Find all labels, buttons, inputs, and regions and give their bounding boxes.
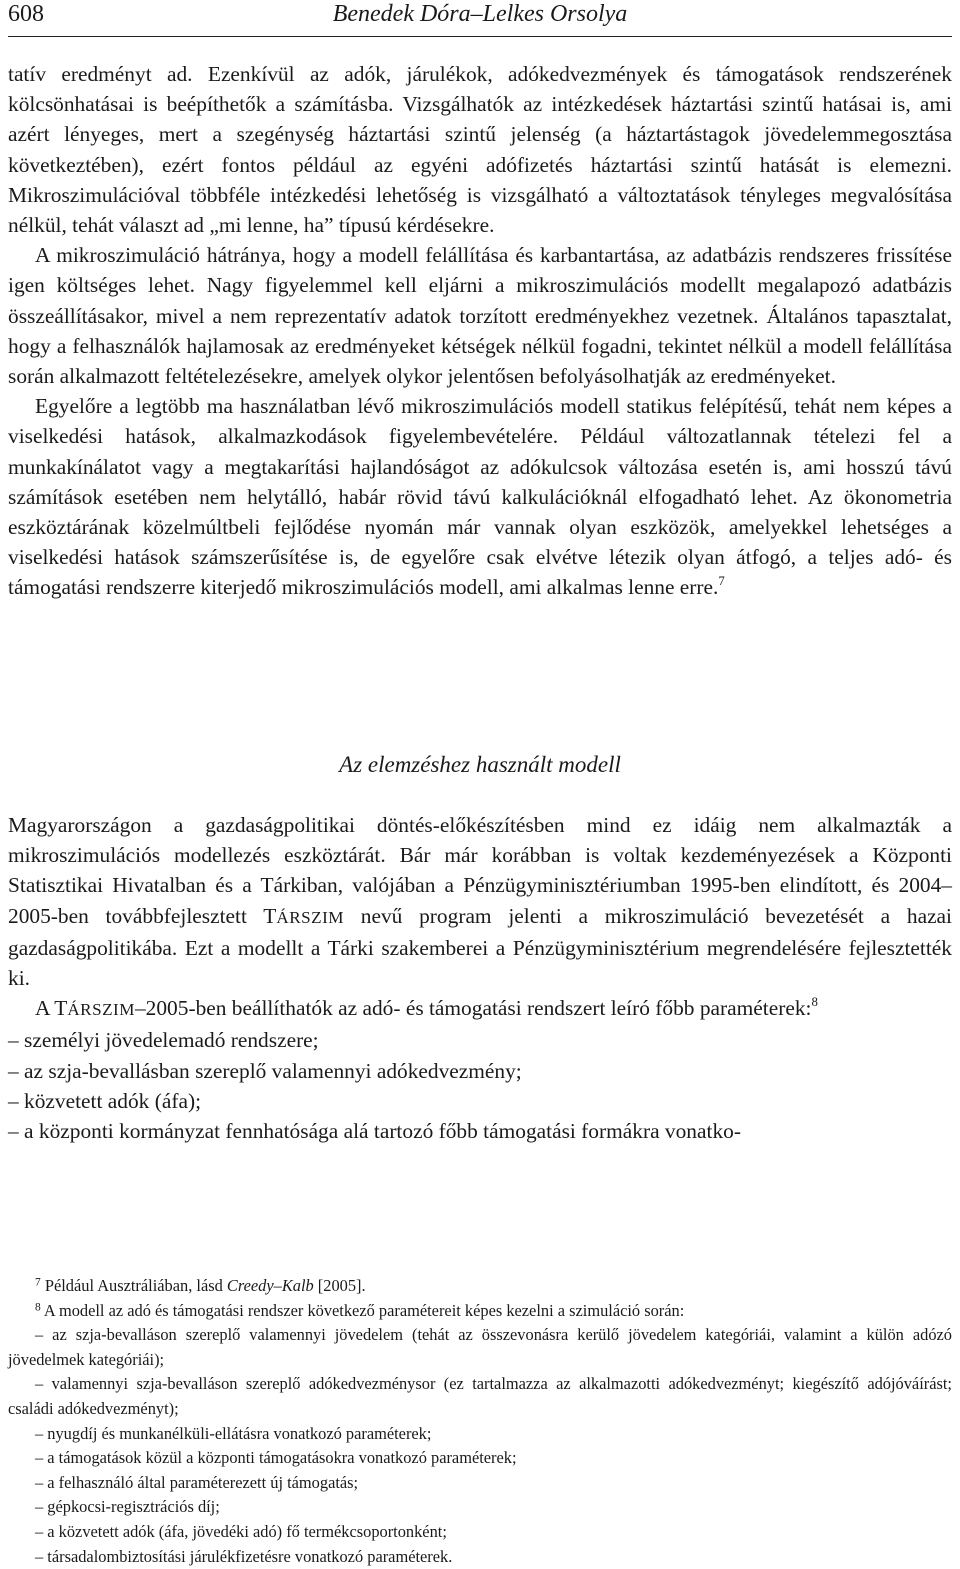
paragraph-4 <box>8 810 952 993</box>
footnote-8-item: – a felhasználó által paraméterezett új támogatás; <box>35 1472 359 1492</box>
paragraph-2: A mikroszimuláció hátránya, hogy a modell felállítása és karbantartása, az adatbázis rendszeres frissítése igen költséges lehet. Nagy figyelemmel kell eljárni a mikroszimulációs modellt megalapozó adatbázis összeállításakor, mivel a nem reprezentatív adatok torzított eredményekhez vezetnek. Általános tapasztalat, hogy a felhasználók hajlamosak az eredményeket kétségek nélkül fogadni, tekintet nélkül a modell felállítása során alkalmazott feltételezésekre, amelyek olykor jelentősen befolyásolhatják az eredményeket. <box>8 243 952 389</box>
list-item: – a központi kormányzat fennhatósága alá tartozó főbb támogatási formákra vonatko- <box>8 1119 741 1144</box>
footnote-7-citation: Creedy–Kalb <box>226 1276 314 1295</box>
section-body <box>8 810 952 1146</box>
footnote-8-item: – gépkocsi-regisztrációs díj; <box>35 1497 220 1517</box>
tarszim-name-2: TÁRSZIM <box>54 996 135 1021</box>
footnote-8-number: 8 <box>35 1300 41 1313</box>
running-title: Benedek Dóra–Lelkes Orsolya <box>332 1 628 27</box>
paragraph-5-text-a: A <box>35 996 55 1021</box>
list-item: – közvetett adók (áfa); <box>8 1088 202 1113</box>
tarszim-name: TÁRSZIM <box>263 903 345 928</box>
list-item: – személyi jövedelemadó rendszere; <box>8 1028 319 1053</box>
header-rule <box>8 36 952 37</box>
footnote-8-item: – társadalombiztosítási járulékfizetésre vonatkozó paraméterek. <box>35 1546 453 1566</box>
footnote-ref-7[interactable]: 7 <box>718 574 725 589</box>
footnote-ref-8[interactable]: 8 <box>811 995 818 1010</box>
page-number: 608 <box>8 1 44 27</box>
paragraph-5 <box>8 993 952 1025</box>
list-item: – az szja-bevallásban szereplő valamennyi adókedvezmény; <box>8 1058 522 1083</box>
footnote-8-item: – a közvetett adók (áfa, jövedéki adó) fő termékcsoportonként; <box>35 1521 447 1541</box>
footnote-8-item: – az szja-bevalláson szereplő valamennyi jövedelem (tehát az összevonásra kerülő jövedelem kategóriái, valamint a külön adózó jövedelmek kategóriái); <box>8 1325 952 1369</box>
footnote-8-item: – a támogatások közül a központi támogatásokra vonatkozó paraméterek; <box>35 1448 517 1468</box>
paragraph-5-text-b: –2005-ben beállíthatók az adó- és támogatási rendszert leíró főbb paraméterek: <box>134 996 812 1021</box>
footnote-7: $^7$ Például Ausztráliában, lásd Creedy–Kalb [2005]. <box>35 1276 366 1295</box>
paragraph-3 <box>8 391 952 602</box>
footnote-8: $^8$ A modell az adó és támogatási rendszer következő paramétereit képes kezelni a szimuláció során: <box>35 1300 685 1320</box>
paragraph-4-text-a: Magyarországon a gazdaságpolitikai döntés-előkészítésben mind ez idáig nem alkalmazták a mikroszimulációs modellezés eszköztárát. Bár már korábban is voltak kezdeményezések a Központi Statisztikai Hivatalban és a Tárkiban, valójában a Pénzügyminisztériumban 1995-ben elindított, és 2004–2005-ben továbbfejlesztett <box>8 813 952 928</box>
paragraph-1: tatív eredményt ad. Ezenkívül az adók, járulékok, adókedvezmények és támogatások rendszerének kölcsönhatásai is beépíthetők a számításba. Vizsgálhatók az intézkedések háztartási szintű hatásai is, ami azért lényeges, mert a szegénység háztartási szintű jelenség (a háztartástagok jövedelemmegosztása következtében), ezért fontos például az egyéni adófizetés háztartási szintű hatását is elemezni. Mikroszimulációval többféle intézkedési lehetőség is vizsgálható a változtatások tényleges megvalósítása nélkül, tehát választ ad „mi lenne, ha” típusú kérdésekre. <box>8 62 952 238</box>
parameter-list <box>8 1025 952 1146</box>
paragraph-3-text: Egyelőre a legtöbb ma használatban lévő mikroszimulációs modell statikus felépítésű, tehát nem képes a viselkedési hatások, alkalmazkodások figyelembevételére. Például változatlannak tételezi fel a munkakínálatot vagy a megtakarítási hajlandóságot az adókulcsok változása esetén is, ami hosszú távú számítások esetében nem helytálló, habár rövid távú kalkulációknál elfogadható lehet. Az ökonometria eszköztárának közelmúltbeli fejlődése nyomán már vannak olyan eszközök, amelyekkel lehetséges a viselkedési hatások számszerűsítése is, de egyelőre csak elvétve létezik olyan átfogó, a teljes adó- és támogatási rendszerre kiterjedő mikroszimulációs modell, ami alkalmas lenne erre. <box>8 394 952 600</box>
footnote-8-item: – nyugdíj és munkanélküli-ellátásra vonatkozó paraméterek; <box>35 1423 432 1443</box>
footnotes <box>8 1274 952 1569</box>
section-title: Az elemzéshez használt modell <box>339 752 621 777</box>
footnote-8-item: – valamennyi szja-bevalláson szereplő adókedvezménysor (ez tartalmazza az alkalmazotti adókedvezményt; kiegészítő adójóváírást; családi adókedvezményt); <box>8 1374 952 1418</box>
paragraph-4-text-b: nevű program jelenti a mikroszimuláció bevezetését a hazai gazdaságpolitikába. Ezt a modellt a Tárki szakemberei a Pénzügyminisztérium megrendelésére fejlesztették ki. <box>8 903 952 991</box>
running-header <box>8 0 952 40</box>
footnote-7-number: 7 <box>35 1276 41 1289</box>
body-text <box>8 59 952 603</box>
